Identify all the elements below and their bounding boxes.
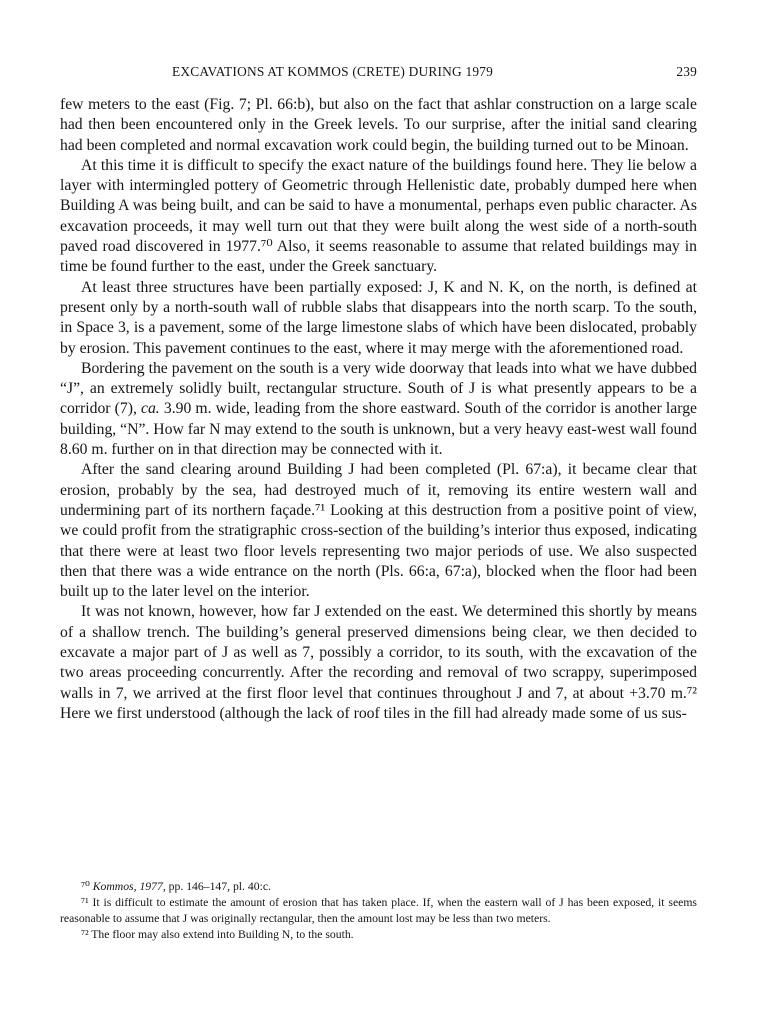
footnote-70-mark: ⁷⁰ [81, 880, 93, 893]
paragraph-4 [60, 359, 697, 460]
footnote-72-mark: ⁷² [81, 927, 92, 941]
body-text [60, 95, 697, 724]
paragraph-6: It was not known, however, how far J extended on the east. We determined this shortly by means of a shallow trench. The building’s general preserved dimensions being clear, we then decided to excavate a major part of J as well as 7, possibly a corridor, to its south, with the excavation of the two areas proceeding concurrently. After the recording and removal of two scrappy, superimposed walls in 7, we arrived at the first floor level that continues throughout J and 7, at about +3.70 m.⁷² Here we first understood (although the lack of roof tiles in the fill had already made some of us sus- [60, 603, 697, 722]
footnote-72 [60, 927, 697, 943]
paragraph-4-text-a: Bordering the pavement on the south is a very wide doorway that leads into what we have dubbed “J”, an extremely solidly built, rectangular structure. South of J is what presently appears to be a corridor (7), [60, 359, 697, 418]
paragraph-3: At least three structures have been partially exposed: J, K and N. K, on the north, is defined at present only by a north-south wall of rubble slabs that disappears into the north scarp. To the south, in Space 3, is a pavement, some of the large limestone slabs of which have been dislocated, probably by erosion. This pavement continues to the east, where it may merge with the aforementioned road. [60, 278, 697, 357]
footnote-72-text: The floor may also extend into Building N, to the south. [91, 927, 354, 941]
paragraph-4-italic: ca. [141, 400, 160, 418]
paragraph-4-text-b: 3.90 m. wide, leading from the shore eastward. South of the corridor is another large building, “N”. How far N may extend to the south is unknown, but a very heavy east-west wall found 8.60 m. further on in that direction may be connected with it. [60, 400, 698, 459]
running-title: EXCAVATIONS AT KOMMOS (CRETE) DURING 1979 [172, 64, 494, 79]
footnote-71-mark: ⁷¹ [81, 895, 93, 909]
footnote-70 [60, 879, 697, 895]
paragraph-1: few meters to the east (Fig. 7; Pl. 66:b), but also on the fact that ashlar construction on a large scale had then been encountered only in the Greek levels. To our surprise, after the initial sand clearing had been completed and normal excavation work could begin, the building turned out to be Minoan. [60, 96, 697, 154]
footnote-70-text: pp. 146–147, pl. 40:c. [165, 880, 271, 893]
page-number: 239 [676, 64, 697, 79]
footnote-70-italic: Kommos, 1977, [92, 880, 166, 893]
paragraph-5: After the sand clearing around Building J had been completed (Pl. 67:a), it became clear that erosion, probably by the sea, had destroyed much of it, removing its entire western wall and undermining part of its northern façade.⁷¹ Looking at this destruction from a positive point of view, we could profit from the stratigraphic cross-section of the building’s interior thus exposed, indicating that there were at least two floor levels representing two major periods of use. We also suspected then that there was a wide entrance on the north (Pls. 66:a, 67:a), blocked when the floor had been built up to the later level on the interior. [60, 461, 697, 601]
footnotes [60, 879, 697, 943]
paragraph-2: At this time it is difficult to specify the exact nature of the buildings found here. They lie below a layer with intermingled pottery of Geometric through Hellenistic date, probably dumped here when Building A was being built, and can be said to have a monumental, perhaps even public character. As excavation proceeds, it may well turn out that they were built along the west side of a north-south paved road discovered in 1977.⁷⁰ Also, it seems reasonable to assume that related buildings may in time be found further to the east, under the Greek sanctuary. [60, 156, 697, 276]
footnote-71-text: It is difficult to estimate the amount of erosion that has taken place. If, when the eastern wall of J has been exposed, it seems reasonable to assume that J was originally rectangular, then the amount lost may be less than two meters. [60, 895, 697, 925]
footnote-71 [60, 895, 697, 927]
